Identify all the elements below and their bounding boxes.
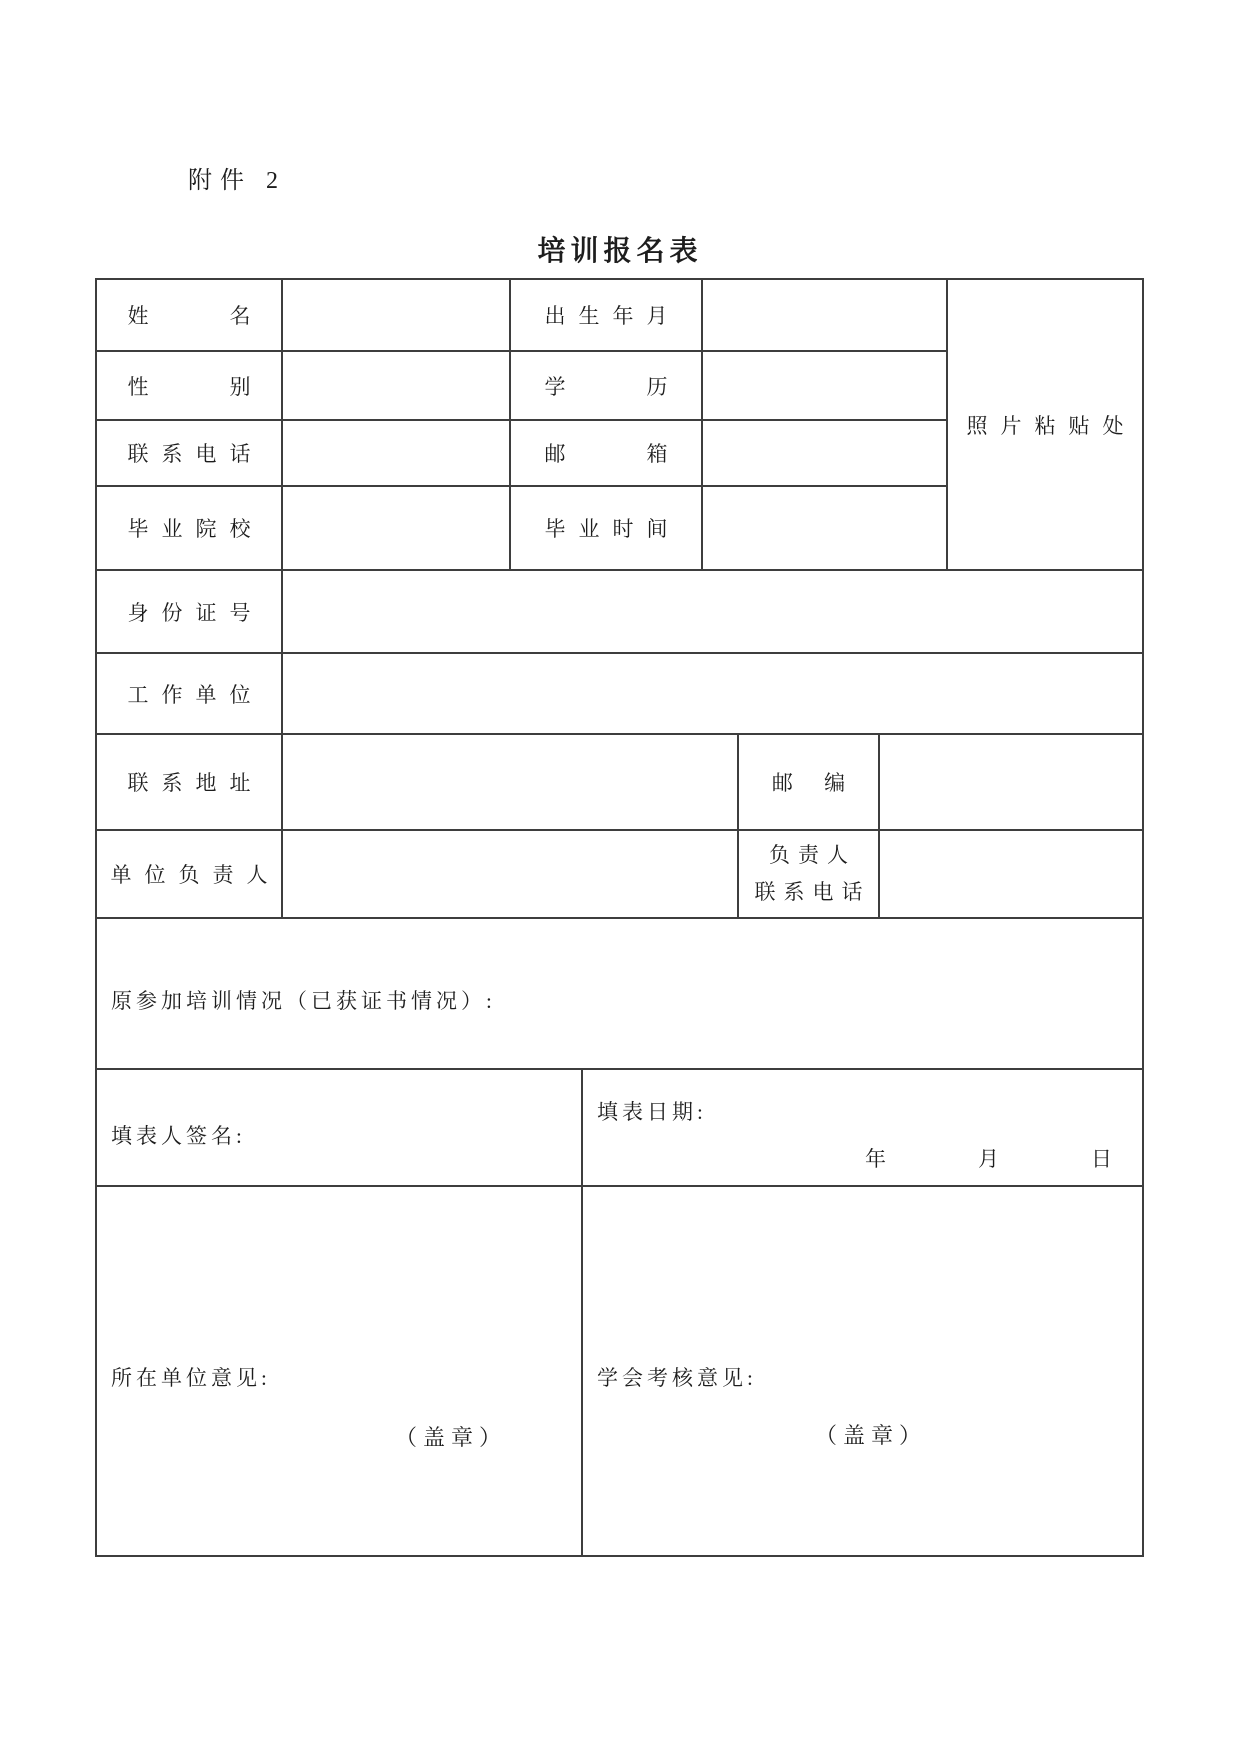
- photo-paste-area[interactable]: [947, 279, 1143, 570]
- education-label: 学 历: [544, 374, 681, 399]
- photo-paste-label: 照片粘贴处: [966, 413, 1137, 438]
- school-value-cell[interactable]: [282, 486, 510, 570]
- row-name-birth: [96, 279, 1143, 351]
- school-label-cell: [96, 486, 282, 570]
- head-phone-value-cell[interactable]: [879, 830, 1143, 918]
- gender-label-cell: [96, 351, 282, 420]
- unit-seal-label: （盖章）: [395, 1425, 508, 1450]
- fill-date-cell[interactable]: [582, 1069, 1143, 1186]
- employer-value-cell[interactable]: [282, 653, 1143, 734]
- id-number-label-cell: [96, 570, 282, 653]
- fill-date-label: 填表日期:: [597, 1100, 707, 1124]
- unit-head-label-cell: [96, 830, 282, 918]
- row-id-number: [96, 570, 1143, 653]
- education-label-cell: [510, 351, 702, 420]
- year-label: 年: [865, 1147, 887, 1171]
- birth-date-label-cell: [510, 279, 702, 351]
- employer-label: 工作单位: [127, 682, 264, 707]
- id-number-value-cell[interactable]: [282, 570, 1143, 653]
- day-label: 日: [1091, 1147, 1113, 1171]
- date-ymd-line: [583, 1126, 1142, 1173]
- society-seal-label: （盖章）: [815, 1423, 928, 1448]
- row-opinions: [96, 1186, 1143, 1556]
- society-opinion-label: 学会考核意见:: [597, 1366, 757, 1390]
- head-phone-label-line2: 联系电话: [754, 880, 871, 904]
- unit-opinion-label: 所在单位意见:: [111, 1366, 271, 1390]
- postcode-label: 邮 编: [771, 771, 859, 795]
- signer-label: 填表人签名:: [111, 1123, 246, 1148]
- row-signature-date: [96, 1069, 1143, 1186]
- signer-cell[interactable]: [96, 1069, 582, 1186]
- head-phone-label-line1: 负责人: [769, 843, 856, 867]
- graduation-value-cell[interactable]: [702, 486, 947, 570]
- graduation-label-cell: [510, 486, 702, 570]
- address-value-cell[interactable]: [282, 734, 738, 830]
- birth-date-label: 出生年月: [544, 304, 681, 328]
- row-address-postcode: [96, 734, 1143, 830]
- unit-opinion-cell[interactable]: [96, 1186, 582, 1556]
- phone-value-cell[interactable]: [282, 420, 510, 486]
- prior-training-cell[interactable]: [96, 918, 1143, 1069]
- gender-label: 性 别: [127, 374, 264, 399]
- unit-head-label: 单位负责人: [110, 863, 281, 887]
- society-opinion-cell[interactable]: [582, 1186, 1143, 1556]
- id-number-label: 身份证号: [127, 600, 264, 625]
- email-label-cell: [510, 420, 702, 486]
- attachment-label: 附件 2: [188, 168, 286, 194]
- row-prior-training: [96, 918, 1143, 1069]
- birth-date-value-cell[interactable]: [702, 279, 947, 351]
- name-value-cell[interactable]: [282, 279, 510, 351]
- page-title: 培训报名表: [537, 236, 703, 267]
- address-label-cell: [96, 734, 282, 830]
- month-label: 月: [978, 1147, 1000, 1171]
- head-phone-label-cell: [738, 830, 879, 918]
- phone-label-cell: [96, 420, 282, 486]
- education-value-cell[interactable]: [702, 351, 947, 420]
- email-value-cell[interactable]: [702, 420, 947, 486]
- prior-training-label: 原参加培训情况（已获证书情况）:: [111, 988, 496, 1013]
- name-label-cell: [96, 279, 282, 351]
- row-unit-head: [96, 830, 1143, 918]
- row-employer: [96, 653, 1143, 734]
- graduation-label: 毕业时间: [544, 517, 681, 541]
- address-label: 联系地址: [127, 771, 264, 795]
- employer-label-cell: [96, 653, 282, 734]
- school-label: 毕业院校: [127, 517, 264, 541]
- postcode-value-cell[interactable]: [879, 734, 1143, 830]
- registration-form-table: [95, 278, 1144, 1557]
- unit-head-value-cell[interactable]: [282, 830, 738, 918]
- name-label: 姓 名: [127, 304, 264, 328]
- postcode-label-cell: [738, 734, 879, 830]
- gender-value-cell[interactable]: [282, 351, 510, 420]
- email-label: 邮 箱: [544, 442, 681, 466]
- phone-label: 联系电话: [127, 442, 264, 466]
